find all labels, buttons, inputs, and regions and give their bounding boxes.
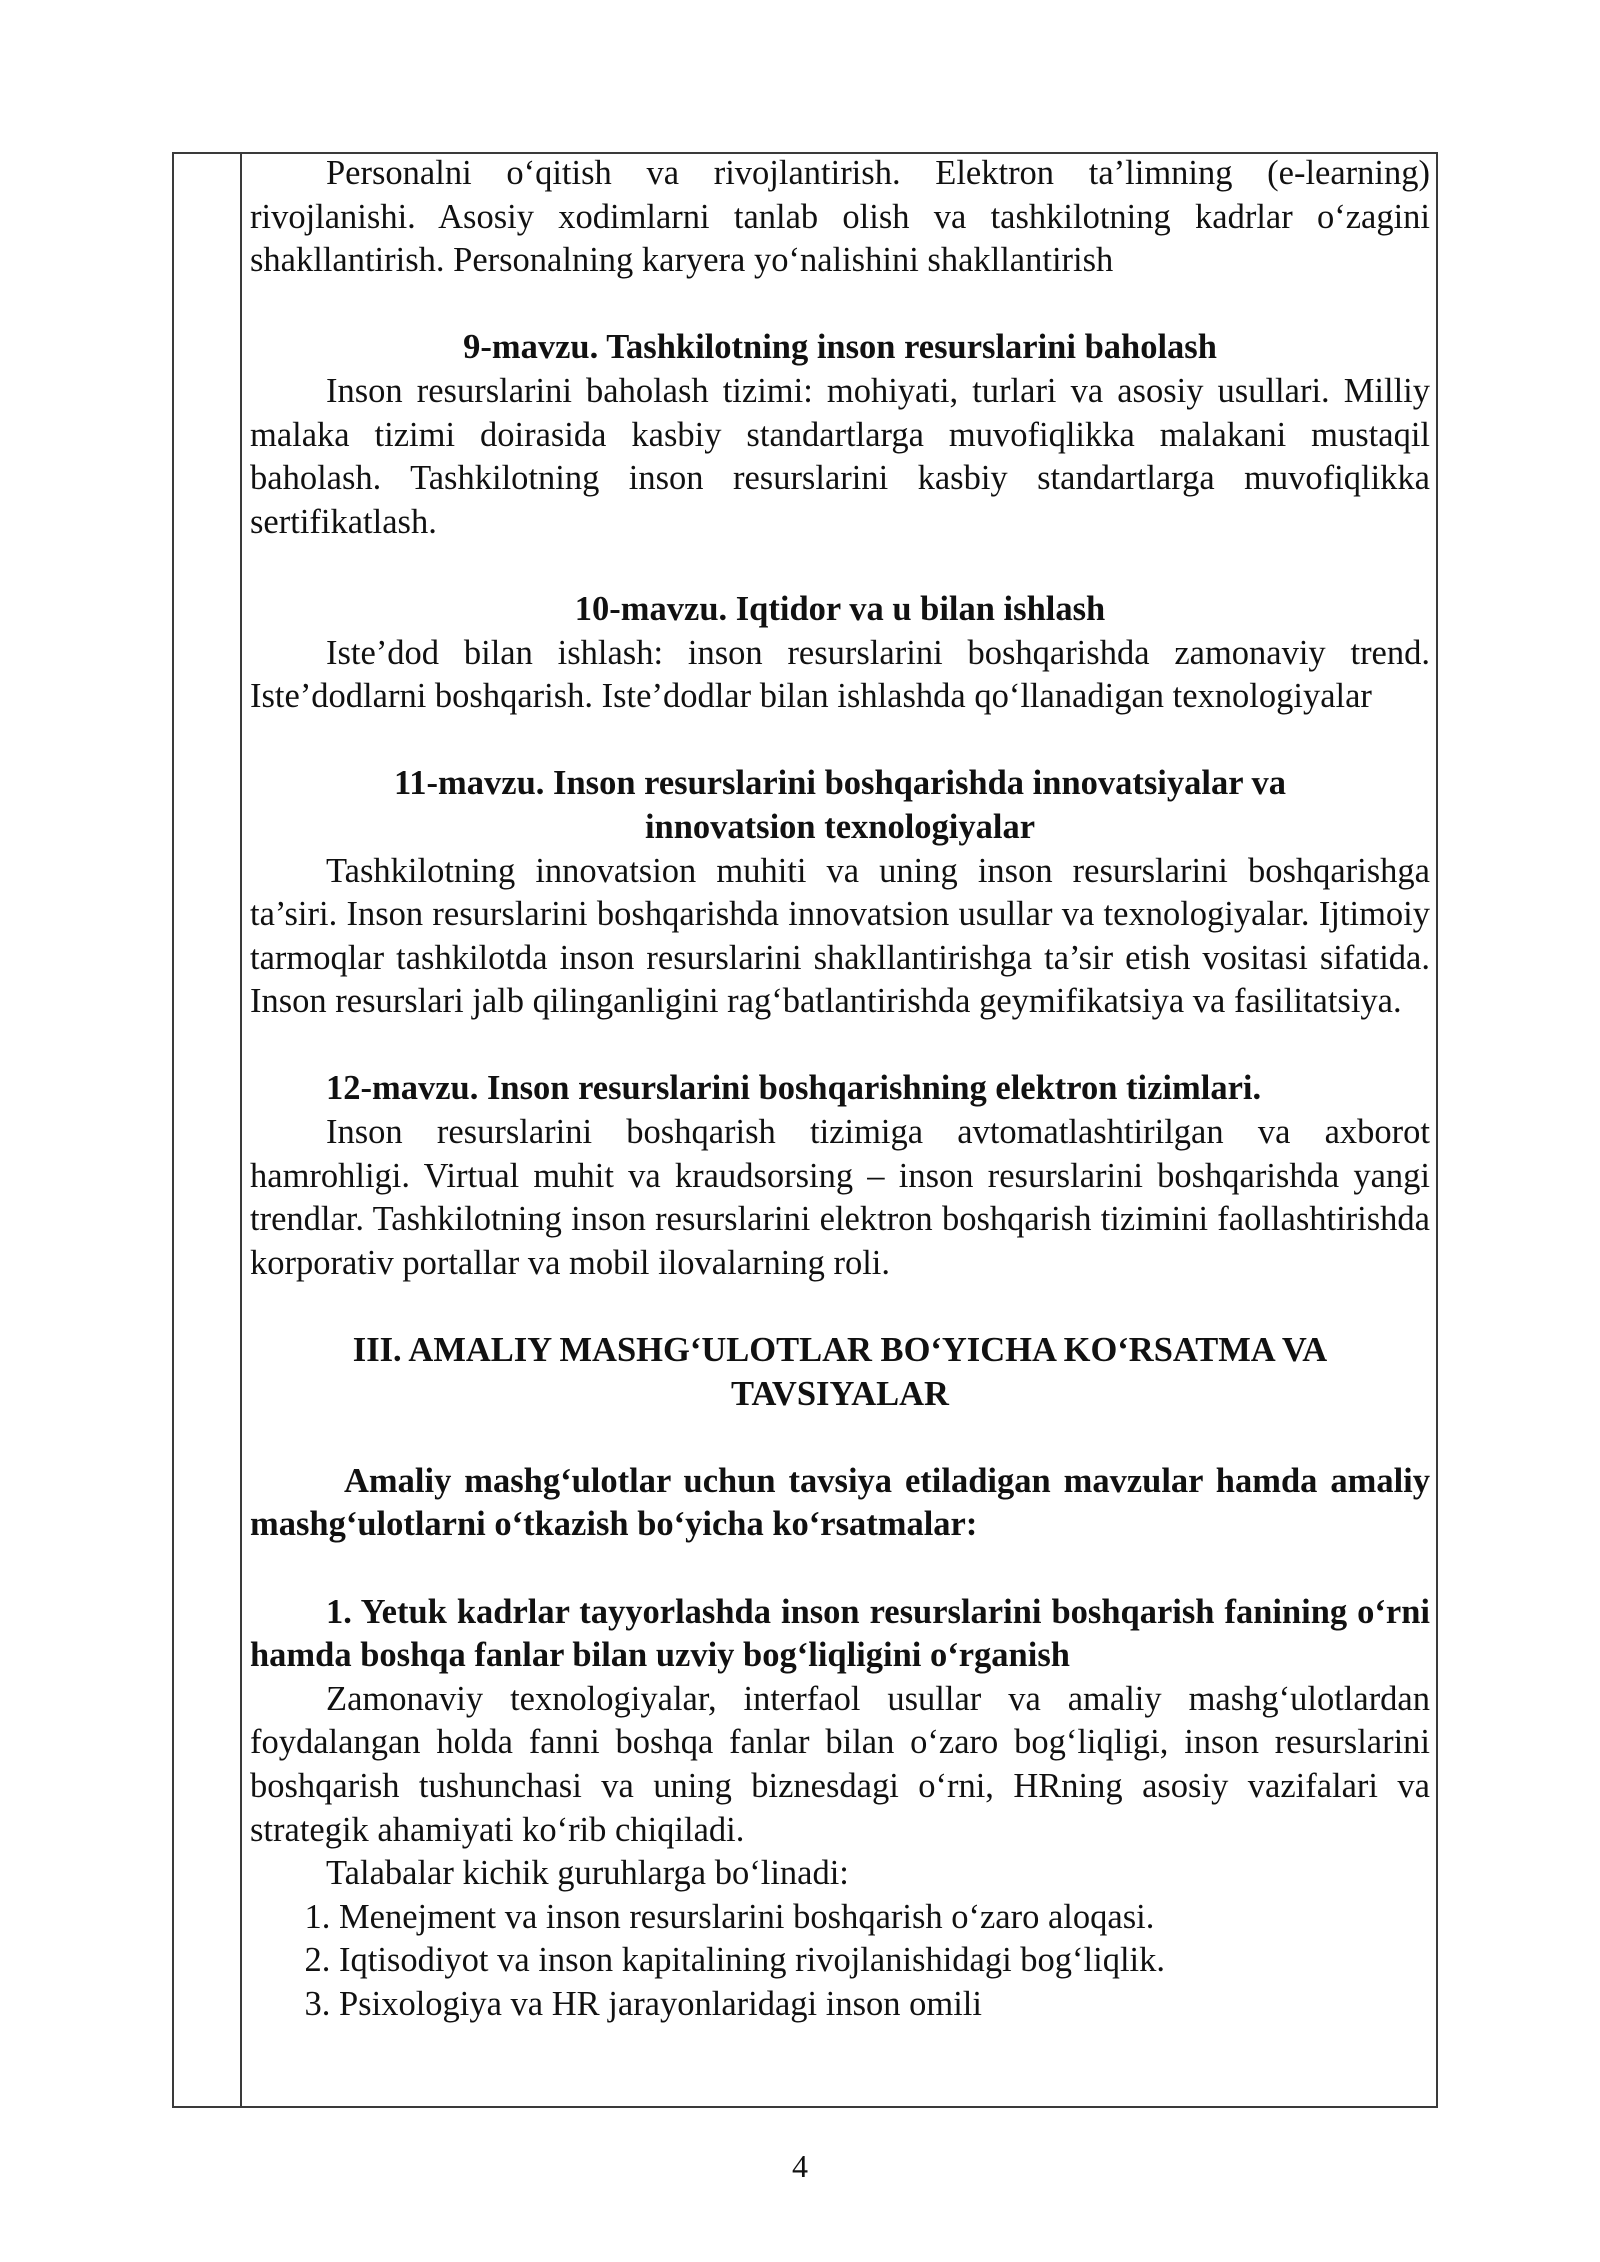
topic-9-heading: 9-mavzu. Tashkilotning inson resurslarini baholash (463, 328, 1217, 367)
topic-10-heading: 10-mavzu. Iqtidor va u bilan ishlash (574, 589, 1106, 628)
topic-12-text: Inson resurslarini boshqarish tizimiga avtomatlashtirilgan va axborot hamrohligi. Virtual muhit va kraudsorsing – inson resurslarini boshqarishda yangi trendlar. Tashkilotning inson resurslarini elektron boshqarish tizimini faollashtirishda korporativ portallar va mobil ilovalarning roli. (250, 1113, 1430, 1282)
list-item: 2. Iqtisodiyot va inson kapitalining rivojlanishidagi bog‘liqlik. (339, 1939, 1430, 1983)
topic-10-text: Iste’dod bilan ishlash: inson resurslarini boshqarishda zamonaviy trend. Iste’dodlarni boshqarish. Iste’dodlar bilan ishlashda qo‘llanadigan texnologiyalar (250, 633, 1430, 716)
exercise-1-groups-intro: Talabalar kichik guruhlarga bo‘linadi: (326, 1854, 849, 1893)
topic-11-heading-line-1: 11-mavzu. Inson resurslarini boshqarishda innovatsiyalar va (393, 764, 1287, 803)
exercise-1-heading: 1. Yetuk kadrlar tayyorlashda inson resurslarini boshqarish fanining o‘rni hamda boshqa fanlar bilan uzviy bog‘liqligini o‘rganish (250, 1592, 1430, 1675)
topic-11-heading-line-2: innovatsion texnologiyalar (644, 807, 1036, 846)
list-item: 3. Psixologiya va HR jarayonlaridagi inson omili (339, 1983, 1430, 2027)
page-number: 4 (792, 2148, 808, 2184)
section-3-title-line-1: III. AMALIY MASHG‘ULOTLAR BO‘YICHA KO‘RSATMA VA (352, 1331, 1328, 1370)
spacer (250, 283, 1430, 327)
spacer (250, 1024, 1430, 1068)
spacer (250, 1285, 1430, 1329)
table-content-cell (250, 152, 1430, 2027)
topic-12-heading: 12-mavzu. Inson resurslarini boshqarishning elektron tizimlari. (326, 1069, 1262, 1108)
table-column-divider (240, 152, 242, 2108)
spacer (250, 719, 1430, 763)
section-3-title-line-2: TAVSIYALAR (731, 1374, 949, 1413)
topic-9-text: Inson resurslarini baholash tizimi: mohiyati, turlari va asosiy usullari. Milliy malaka tizimi doirasida kasbiy standartlarga muvofiqlikka malakani mustaqil baholash. Tashkilotning inson resurslarini kasbiy standartlarga muvofiqlikka sertifikatlash. (250, 371, 1430, 541)
spacer (250, 1547, 1430, 1591)
spacer (250, 1416, 1430, 1460)
list-item: 1. Menejment va inson resurslarini boshqarish o‘zaro aloqasi. (339, 1896, 1430, 1940)
section-3-intro: Amaliy mashg‘ulotlar uchun tavsiya etiladigan mavzular hamda amaliy mashg‘ulotlarni o‘tkazish bo‘yicha ko‘rsatmalar: (250, 1461, 1430, 1544)
exercise-1-group-list (250, 1896, 1430, 2027)
exercise-1-text: Zamonaviy texnologiyalar, interfaol usullar va amaliy mashg‘ulotlardan foydalangan holda fanni boshqa fanlar bilan o‘zaro bog‘liqligi, inson resurslarini boshqarish tushunchasi va uning biznesdagi o‘rni, HRning asosiy vazifalari va strategik ahamiyati ko‘rib chiqiladi. (250, 1679, 1430, 1849)
intro-paragraph: Personalni o‘qitish va rivojlantirish. Elektron ta’limning (e-learning) rivojlanishi. Asosiy xodimlarni tanlab olish va tashkilotning kadrlar o‘zagini shakllantirish. Personalning karyera yo‘nalishini shakllantirish (250, 154, 1430, 280)
topic-11-text: Tashkilotning innovatsion muhiti va uning inson resurslarini boshqarishga ta’siri. Inson resurslarini boshqarishda innovatsion usullar va texnologiyalar. Ijtimoiy tarmoqlar tashkilotda inson resurslarini shakllantirishga ta’sir etish vositasi sifatida. Inson resurslari jalb qilinganligini rag‘batlantirishda geymifikatsiya va fasilitatsiya. (250, 851, 1430, 1021)
spacer (250, 544, 1430, 588)
